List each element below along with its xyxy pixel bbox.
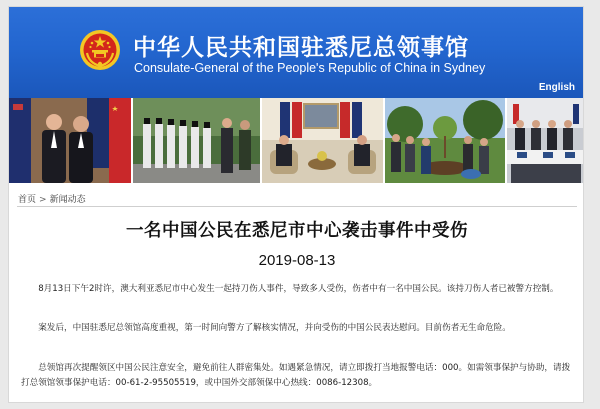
article-paragraph-1: 8月13日下午2时许，澳大利亚悉尼市中心发生一起持刀伤人事件，导致多人受伤，伤者中有一名中国公民。该持刀伤人者已被警方控制。 [21,284,559,294]
content-divider [17,206,577,207]
photo-tree-planting [385,98,505,183]
photo-conference [507,98,584,183]
page-frame [8,6,584,403]
consulate-title-en: Consulate-General of the People's Republic of China in Sydney [134,61,486,75]
article-date: 2019-08-13 [258,252,336,269]
breadcrumb-news-link[interactable]: 新闻动态 [49,195,86,205]
breadcrumb-separator: > [39,195,47,205]
breadcrumb-home-link[interactable]: 首页 [18,195,37,205]
header-banner [9,7,584,98]
breadcrumb [18,192,86,205]
article-paragraph-3: 总领馆再次提醒领区中国公民注意安全，避免前往人群密集处。如遇紧急情况，请立即拨打当地报警电话：000。如需领事保护与协助，请拨打总领馆领事保护电话：00-61-2-95505519，或中国外交部领保中心热线：0086-12308。 [21,363,571,388]
article-title: 一名中国公民在悉尼市中心袭击事件中受伤 [126,221,468,241]
photo-meeting-room [262,98,383,183]
national-emblem-icon [79,29,121,71]
photo-banner-strip [9,98,584,183]
photo-honor-guard [133,98,260,183]
consulate-title-cn: 中华人民共和国驻悉尼总领事馆 [133,35,469,61]
article-paragraph-2: 案发后，中国驻悉尼总领馆高度重视，第一时间向警方了解核实情况，并向受伤的中国公民表达慰问。目前伤者无生命危险。 [21,323,511,333]
photo-leaders-flags [9,98,131,183]
english-language-link[interactable]: English [538,82,575,93]
